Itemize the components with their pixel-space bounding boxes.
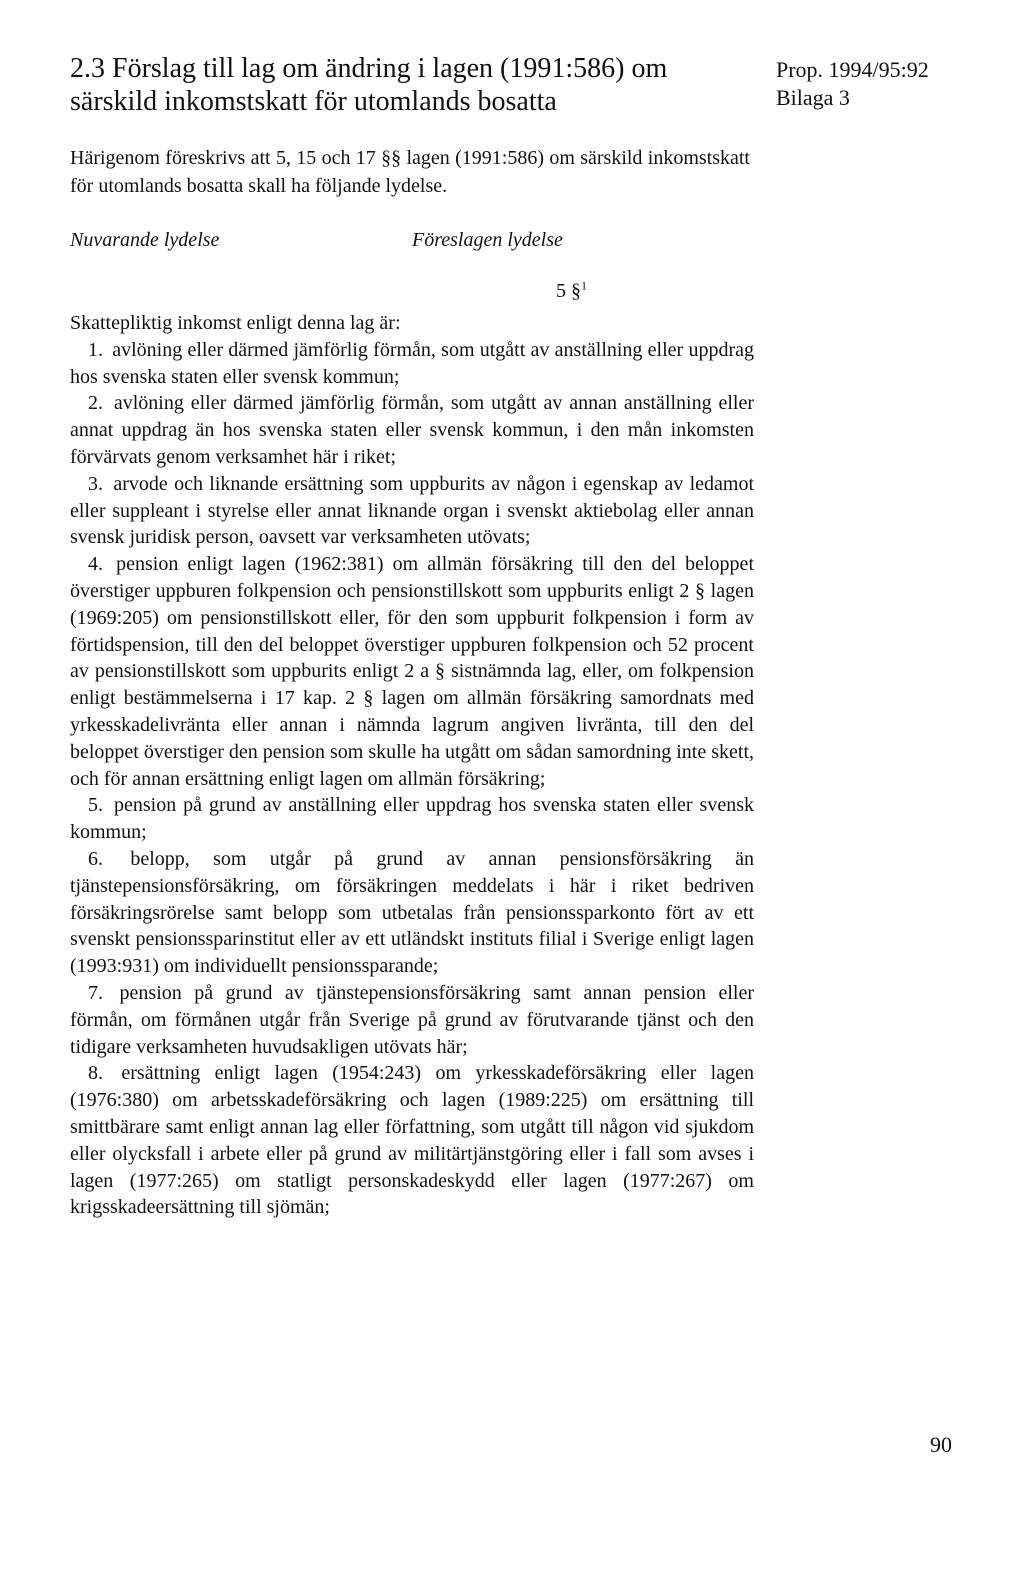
list-item [70, 1060, 754, 1221]
page-number: 90 [930, 1432, 952, 1457]
list-item-number: 7. [88, 981, 103, 1004]
document-heading [70, 52, 750, 118]
list-item-number: 2. [88, 392, 103, 415]
list-item-text: arvode och liknande ersättning som uppburits av någon i egenskap av ledamot eller suppleant i styrelse eller annat liknande organ i svenskt aktiebolag eller annan svensk juridisk person, oavsett var verksamheten utövats; [70, 472, 755, 549]
list-item-text: avlöning eller därmed jämförlig förmån, som utgått av annan anställning eller annat uppdrag än hos svenska staten eller svensk kommun, i den mån inkomsten förvärvats genom verksamhet här i riket; [70, 392, 755, 468]
list-item-number: 5. [88, 794, 103, 817]
list-item [70, 471, 754, 551]
heading-line-1: 2.3 Förslag till lag om ändring i lagen (1991:586) om [70, 53, 668, 84]
list-item-text: pension på grund av anställning eller uppdrag hos svenska staten eller svensk kommun; [70, 794, 754, 844]
section-lead [70, 310, 754, 337]
list-item [70, 846, 754, 980]
list-item [70, 551, 754, 792]
section-heading [556, 280, 587, 303]
list-item-text: ersättning enligt lagen (1954:243) om yrkesskadeförsäkring eller lagen (1976:380) om arbetsskadeförsäkring och lagen (1989:225) om ersättning till smittbärare samt enligt annan lag eller författning, som utgått till någon vid sjukdom eller olycksfall i arbete eller på grund av militärtjänstgöring eller i fall som avses i lagen (1977:265) om statligt personskadeskydd eller lagen (1977:267) om krigsskadeersättning till sjömän; [70, 1062, 754, 1219]
list-item [70, 390, 754, 470]
list-item [70, 980, 754, 1060]
current-wording-label: Nuvarande lydelse [70, 229, 220, 251]
list-item-number: 4. [88, 553, 103, 576]
proposition-number: Prop. 1994/95:92 [776, 57, 929, 82]
list-item-number: 8. [88, 1062, 103, 1085]
intro-paragraph: Härigenom föreskrivs att 5, 15 och 17 §§ lagen (1991:586) om särskild inkomstskatt för utomlands bosatta skall ha följande lydelse. [70, 147, 750, 197]
section-number: 5 § [556, 280, 581, 302]
list-item-text: pension enligt lagen (1962:381) om allmän försäkring till den del beloppet överstiger uppburen folkpension och pensionstillskott som uppburits enligt 2 § lagen (1969:205) om pensionstillskott eller, för den som uppburit folkpension i form av förtidspension, till den del beloppet överstiger uppburen folkpension och 52 procent av pensionstillskott som uppburits enligt 2 a § sistnämnda lag, eller, om folkpension enligt bestämmelserna i 17 kap. 2 § lagen om allmän försäkring samordnats med yrkesskadelivränta eller annan i nämnda lagrum angiven livränta, till den del beloppet överstiger den pension som skulle ha utgått om sådan samordning inte skett, och för annan ersättning enligt lagen om allmän försäkring; [70, 553, 754, 790]
footnote-marker: 1 [581, 278, 587, 293]
list-item-number: 1. [88, 338, 103, 361]
list-item [70, 337, 754, 391]
list-item-number: 6. [88, 847, 103, 870]
proposed-wording-label: Föreslagen lydelse [412, 229, 563, 251]
list-item [70, 792, 754, 846]
list-item-number: 3. [88, 472, 103, 495]
section-body [70, 310, 754, 1221]
section-lead-text: Skattepliktig inkomst enligt denna lag är: [70, 312, 401, 334]
appendix-label: Bilaga 3 [776, 85, 850, 110]
list-item-text: avlöning eller därmed jämförlig förmån, som utgått av anställning eller uppdrag hos svenska staten eller svensk kommun; [70, 338, 754, 388]
list-item-text: belopp, som utgår på grund av annan pensionsförsäkring än tjänstepensionsförsäkring, om försäkringen meddelats i här i riket bedriven försäkringsrörelse samt belopp som utbetalas från pensionssparkonto fört av ett svenskt pensionssparinstitut eller av ett utländskt instituts filial i Sverige enligt lagen (1993:931) om individuellt pensionssparande; [70, 847, 755, 978]
heading-line-2: särskild inkomstskatt för utomlands bosatta [70, 86, 557, 117]
proposition-reference [776, 56, 996, 112]
list-item-text: pension på grund av tjänstepensionsförsäkring samt annan pension eller förmån, om förmånen utgår från Sverige på grund av förutvarande tjänst och den tidigare verksamheten huvudsakligen utövats här; [70, 981, 755, 1058]
